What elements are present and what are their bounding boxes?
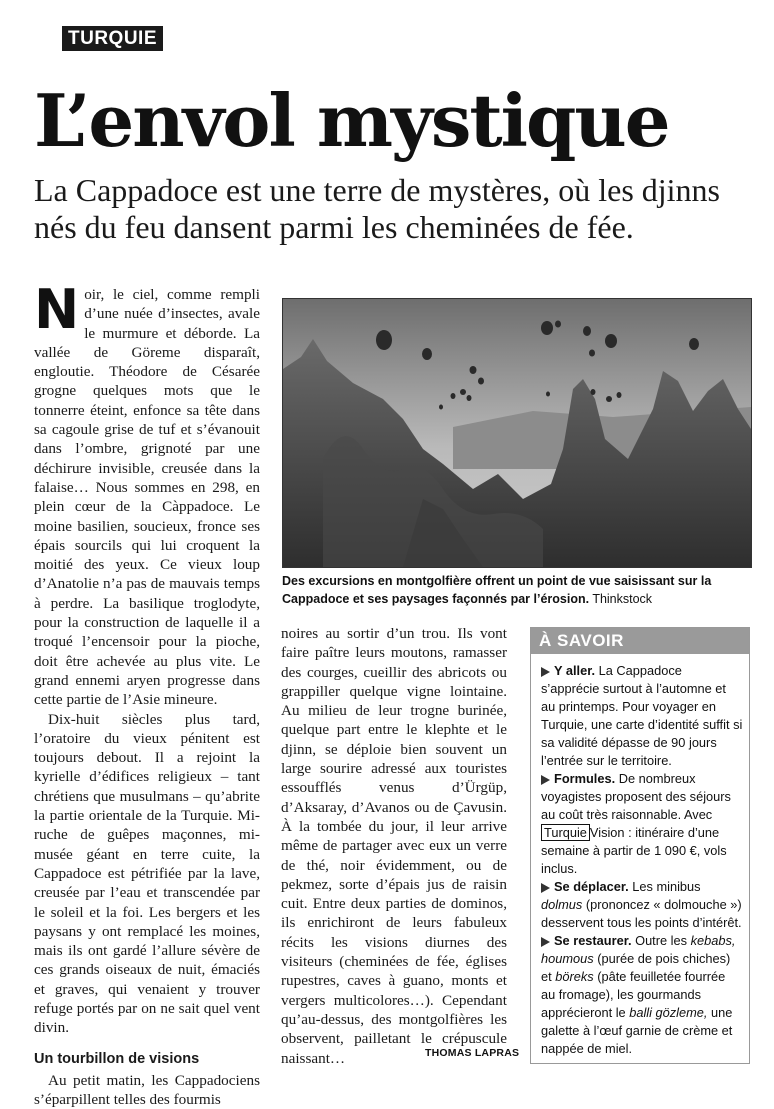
article-column-1	[34, 278, 260, 1109]
info-deplacer-text-2: (prononcez « dolmouche ») desservent tous les points d’intérêt.	[541, 897, 742, 930]
photo-caption	[282, 572, 752, 608]
photo-credit: Thinkstock	[592, 592, 653, 606]
info-deplacer-em: dolmus	[541, 897, 583, 912]
info-deplacer	[541, 878, 743, 932]
info-formules-text-2: Vision : itinéraire d’une semaine à partir de 1 090 €, vols inclus.	[541, 825, 727, 876]
turquie-logo: Turquie	[541, 824, 590, 841]
arrow-icon	[541, 667, 550, 677]
info-restaurer-em-4: balli gözleme,	[629, 1005, 708, 1020]
info-restaurer-text-2: (purée de pois chiches) et	[541, 951, 731, 984]
subhead: La Cappadoce est une terre de mystères, où les djinns nés du feu dansent parmi les cheminées de fée.	[34, 172, 720, 245]
info-box	[530, 627, 750, 1064]
info-formules	[541, 770, 743, 878]
paragraph-2: Dix-huit siècles plus tard, l’oratoire du vieux pénitent est toujours debout. Il a rejoint la kyrielle d’édifices religieux – tant chrétiens que musulmans – qu’abrite la partie orientale de la Turquie. Mi-ruche de guêpes maçonnes, mi-musée géant en terre cuite, la Cappadoce est pétrifiée par la lave, creusée par l’eau et transcendée par le soleil et la foi. Les bergers et les paysans y ont remplacé les moines, mais ils ont gardé l’allure sévère de ces grands oiseaux de nuit, émaciés et graves, qui venaient y trouver refuge portés par on ne sait quel vent divin.	[34, 710, 260, 1037]
info-aller	[541, 662, 743, 770]
caption-text: Des excursions en montgolfière offrent un point de vue saisissant sur la Cappadoce et ses paysages façonnés par l’érosion.	[282, 574, 712, 606]
arrow-icon	[541, 883, 550, 893]
arrow-icon	[541, 937, 550, 947]
section-tag: TURQUIE	[62, 26, 163, 51]
info-aller-text: La Cappadoce s’apprécie surtout à l’automne et au printemps. Pour voyager en Turquie, une carte d’identité suffit si sa validité dépasse de 90 jours l’entrée sur le territoire.	[541, 663, 743, 768]
info-restaurer-em-1: kebabs,	[690, 933, 736, 948]
headline: L’envol mystique	[34, 78, 669, 163]
article-column-2	[281, 624, 507, 1068]
intertitle: Un tourbillon de visions	[34, 1050, 200, 1067]
paragraph-1-text: oir, le ciel, comme rempli d’une nuée d’insectes, avale le murmure et déborde. La vallée de Göreme disparaît, engloutie. Théodore de Césarée grogne quelques mots que le tonnerre éteint, enfonce sa tête dans sa cagoule grise de tuf et s’évanouit dans l’ombre, grignoté par une déchirure invisible, creusée dans la falaise… Nous sommes en 298, en plein cœur de la Càppadoce. Le moine basilien, soucieux, fronce ses épais sourcils qui lui croquent la moitié des yeux. Ce vieux loup d’Anatolie n’a pas de mauvais temps à perdre. La basilique troglodyte, pour la construction de laquelle il a troqué l’encensoir pour la pioche, doit être achevée au plus vite. Le grand ennemi aryen progresse dans cette partie de l’Asie mineure.	[34, 286, 260, 709]
info-restaurer-text: Outre les	[635, 933, 688, 948]
byline: THOMAS LAPRAS	[425, 1047, 520, 1059]
paragraph-1	[34, 278, 260, 710]
info-formules-text: De nombreux voyagistes proposent des séjours au coût très raisonnable. Avec	[541, 771, 731, 822]
info-box-body	[531, 654, 749, 1058]
info-restaurer-em-3: böreks	[555, 969, 594, 984]
arrow-icon	[541, 775, 550, 785]
info-deplacer-text: Les minibus	[632, 879, 701, 894]
info-restaurer-em-2: houmous	[541, 951, 594, 966]
info-box-title: À SAVOIR	[531, 628, 749, 654]
paragraph-4: noires au sortir d’un trou. Ils vont faire paître leurs moutons, ramasser des courges, cueillir des abricots ou grappiller quelque vigne lointaine. Au milieu de leur trogne burinée, quelque part entre le klephte et le djinn, se déploie bien souvent un large sourire adressé aux touristes essoufflés venus d’Ürgüp, d’Aksaray, d’Avanos ou de Çavusin. À la tombée du jour, il leur arrive même de partager avec eux un verre de thé, noir évidemment, ou de pekmez, sorte d’épais jus de raisin cuit. Entre deux parties de dominos, ils enrichiront de leurs fabuleux récits les visions diurnes des visiteurs (cheminées de fée, églises rupestres, caves à guano, monts et vergers multicolores…). Cependant qu’au-dessus, des montgolfières les observent, pailletant le crépuscule naissant…	[281, 625, 507, 1067]
info-restaurer-label: Se restaurer.	[554, 933, 632, 948]
drop-cap: N	[34, 278, 80, 341]
balloon-photo	[282, 298, 752, 568]
info-restaurer-text-3: (pâte feuilletée fourrée au fromage), les gourmands apprécieront le	[541, 969, 726, 1020]
info-deplacer-label: Se déplacer.	[554, 879, 629, 894]
info-restaurer-text-4: une galette à l’œuf garnie de crème et nappée de miel.	[541, 1005, 733, 1056]
info-restaurer	[541, 932, 743, 1058]
paragraph-3: Au petit matin, les Cappadociens s’éparpillent telles des fourmis	[34, 1071, 260, 1109]
info-aller-label: Y aller.	[554, 663, 596, 678]
info-formules-label: Formules.	[554, 771, 616, 786]
